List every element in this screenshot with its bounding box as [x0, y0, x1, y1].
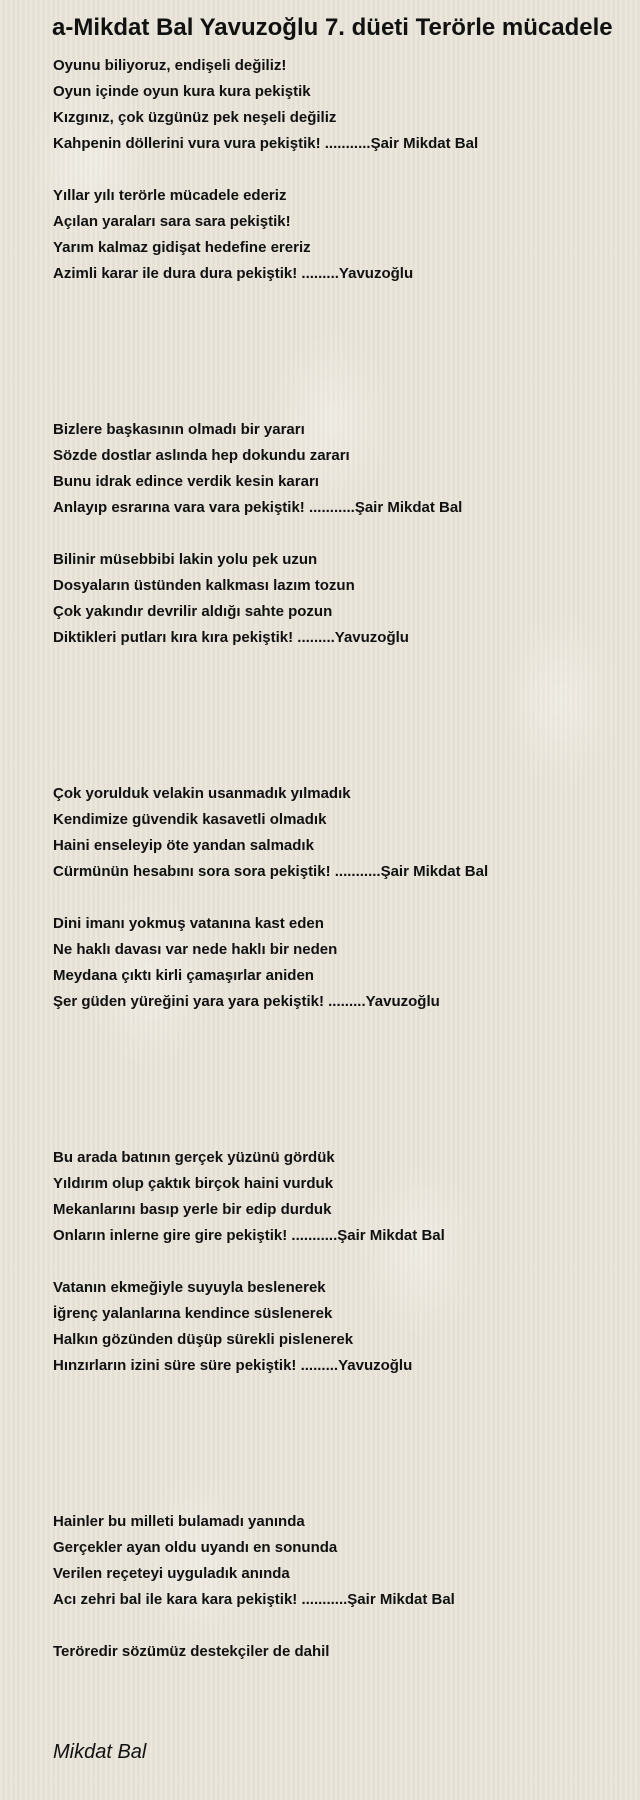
poem-body	[53, 53, 633, 1665]
section-gap	[53, 1379, 633, 1509]
stanza-gap	[53, 521, 633, 547]
stanza-3	[53, 417, 633, 521]
poem-line: Açılan yaraları sara sara pekiştik!	[53, 213, 291, 230]
poem-line: Çok yakındır devrilir aldığı sahte pozun	[53, 603, 333, 620]
stanza-9	[53, 1509, 633, 1613]
poem-line: Cürmünün hesabını sora sora pekiştik! ...........Şair Mikdat Bal	[53, 863, 489, 880]
poem-line: Yıldırım olup çaktık birçok haini vurduk	[53, 1175, 334, 1192]
poem-line: Oyunu biliyoruz, endişeli değiliz!	[53, 57, 287, 74]
stanza-4	[53, 547, 633, 651]
poem-line: Yıllar yılı terörle mücadele ederiz	[53, 187, 287, 204]
poem-line: Kahpenin döllerini vura vura pekiştik! ...........Şair Mikdat Bal	[53, 135, 479, 152]
poem-line: Hainler bu milleti bulamadı yanında	[53, 1513, 305, 1530]
stanza-5	[53, 781, 633, 885]
poem-line: Bunu idrak edince verdik kesin kararı	[53, 473, 319, 490]
poem-line: Oyun içinde oyun kura kura pekiştik	[53, 83, 311, 100]
poem-line: Azimli karar ile dura dura pekiştik! .........Yavuzoğlu	[53, 265, 414, 282]
section-gap	[53, 1015, 633, 1145]
poem-line: Meydana çıktı kirli çamaşırlar aniden	[53, 967, 314, 984]
stanza-10	[53, 1639, 633, 1665]
poem-line: Anlayıp esrarına vara vara pekiştik! ...........Şair Mikdat Bal	[53, 499, 463, 516]
stanza-gap	[53, 885, 633, 911]
poem-line: Şer güden yüreğini yara yara pekiştik! .........Yavuzoğlu	[53, 993, 440, 1010]
stanza-gap	[53, 157, 633, 183]
poem-line: Acı zehri bal ile kara kara pekiştik! ...........Şair Mikdat Bal	[53, 1591, 455, 1608]
poem-line: Kızgınız, çok üzgünüz pek neşeli değiliz	[53, 109, 337, 126]
poem-line: Ne haklı davası var nede haklı bir neden	[53, 941, 338, 958]
poem-line: Sözde dostlar aslında hep dokundu zararı	[53, 447, 350, 464]
poem-line: Çok yorulduk velakin usanmadık yılmadık	[53, 785, 351, 802]
stanza-1	[53, 53, 633, 157]
section-gap	[53, 287, 633, 417]
poem-line: Bu arada batının gerçek yüzünü gördük	[53, 1149, 335, 1166]
poem-line: Haini enseleyip öte yandan salmadık	[53, 837, 314, 854]
stanza-2	[53, 183, 633, 287]
poem-line: Bizlere başkasının olmadı bir yararı	[53, 421, 305, 438]
poem-line: İğrenç yalanlarına kendince süslenerek	[53, 1305, 333, 1322]
poem-line: Hınzırların izini süre süre pekiştik! .........Yavuzoğlu	[53, 1357, 413, 1374]
poem-line: Yarım kalmaz gidişat hedefine ereriz	[53, 239, 311, 256]
poem-line: Dini imanı yokmuş vatanına kast eden	[53, 915, 324, 932]
poem-line: Verilen reçeteyi uyguladık anında	[53, 1565, 290, 1582]
poem-line: Teröredir sözümüz destekçiler de dahil	[53, 1643, 330, 1660]
poem-line: Dosyaların üstünden kalkması lazım tozun	[53, 577, 355, 594]
section-gap	[53, 651, 633, 781]
stanza-gap	[53, 1613, 633, 1639]
stanza-7	[53, 1145, 633, 1249]
stanza-gap	[53, 1249, 633, 1275]
poem-line: Gerçekler ayan oldu uyandı en sonunda	[53, 1539, 338, 1556]
stanza-6	[53, 911, 633, 1015]
poem-line: Mekanlarını basıp yerle bir edip durduk	[53, 1201, 332, 1218]
poem-line: Vatanın ekmeğiyle suyuyla beslenerek	[53, 1279, 326, 1296]
poem-line: Bilinir müsebbibi lakin yolu pek uzun	[53, 551, 318, 568]
stanza-8	[53, 1275, 633, 1379]
author-signature: Mikdat Bal	[53, 1741, 147, 1763]
poem-title: a-Mikdat Bal Yavuzoğlu 7. düeti Terörle mücadele	[52, 14, 613, 41]
poem-line: Kendimize güvendik kasavetli olmadık	[53, 811, 327, 828]
poem-line: Onların inlerne gire gire pekiştik! ...........Şair Mikdat Bal	[53, 1227, 445, 1244]
poem-line: Halkın gözünden düşüp sürekli pislenerek	[53, 1331, 354, 1348]
poem-line: Diktikleri putları kıra kıra pekiştik! .........Yavuzoğlu	[53, 629, 409, 646]
